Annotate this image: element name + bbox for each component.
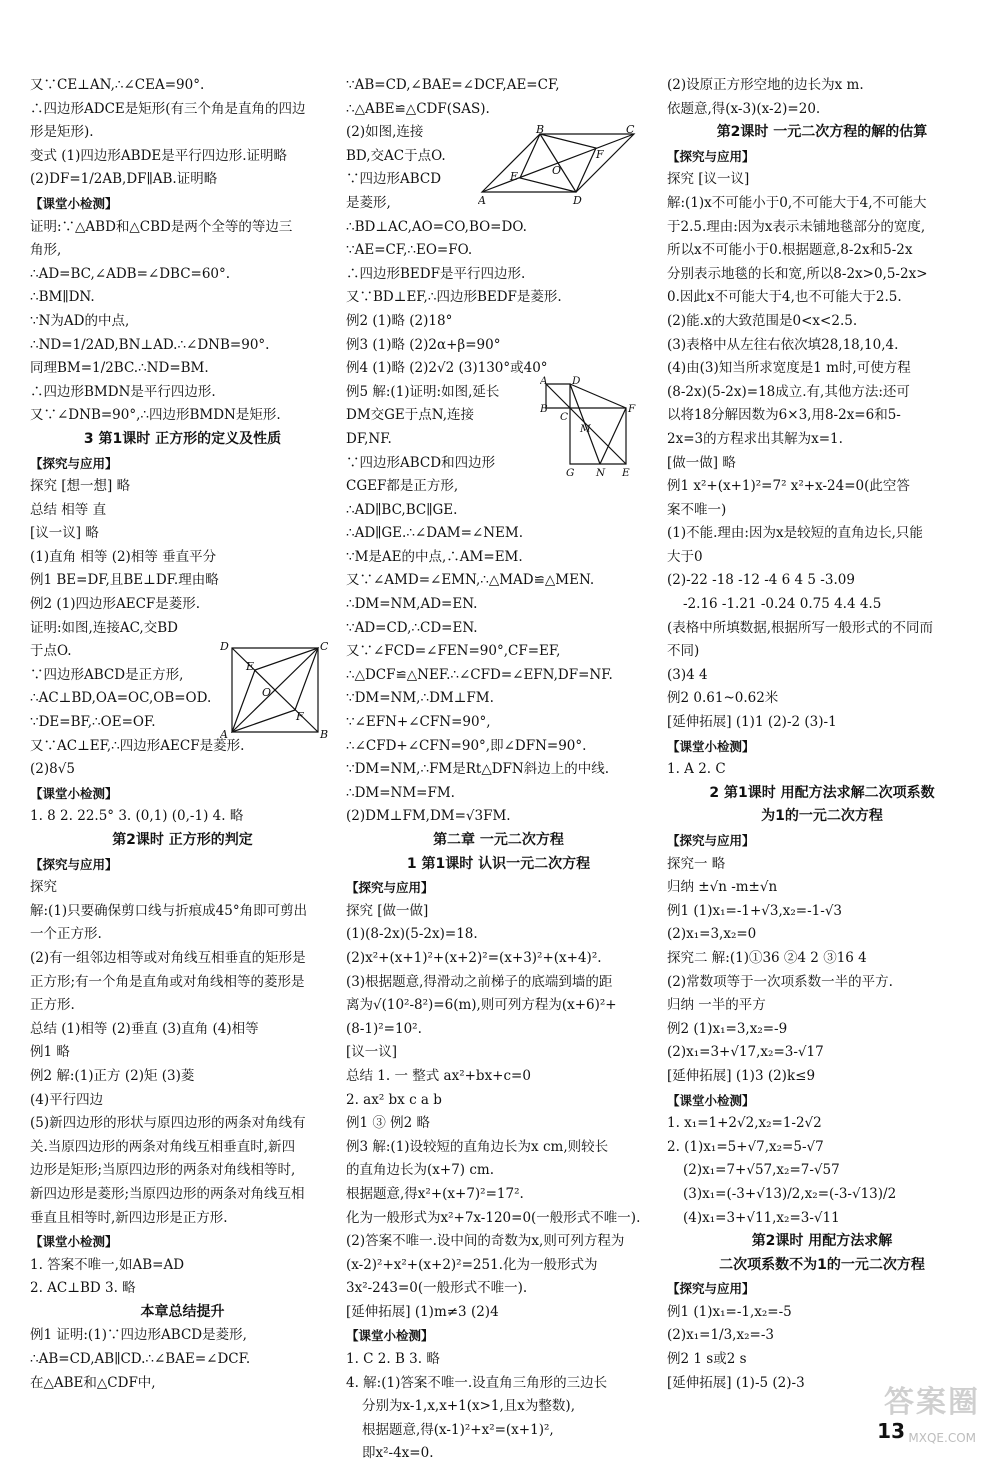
right-col-line: 归纳 一半的平方 (667, 997, 766, 1014)
left-col-heading: 3 第1课时 正方形的定义及性质 (83, 430, 282, 447)
fig3-label-f: F (628, 403, 636, 415)
middle-col-heading: 第二章 一元二次方程 (433, 832, 564, 848)
left-col-line: 垂直且相等时,新四边形是正方形. (30, 1209, 228, 1226)
left-col-section-label: 【探究与应用】 (30, 455, 118, 471)
left-col-line: 于点O. (30, 643, 72, 660)
right-col-line: 于2.5.理由:因为x表示未铺地毯部分的宽度, (667, 218, 926, 235)
left-col-line: 在△ABE和△CDF中, (30, 1374, 156, 1391)
right-col-section-label: 【探究与应用】 (667, 1281, 755, 1297)
right-col-line: 依题意,得(x-3)(x-2)=20. (667, 100, 821, 117)
right-col-heading: 第2课时 用配方法求解 (751, 1233, 893, 1250)
right-col-section-label: 【探究与应用】 (667, 148, 755, 164)
fig2-label-f: F (596, 148, 604, 161)
middle-col-line: 4. 解:(1)答案不唯一.设直角三角形的三边长 (346, 1374, 608, 1391)
fig2-label-d: D (573, 194, 582, 206)
middle-col-line: ∵四边形ABCD和四边形 (346, 454, 496, 471)
middle-col-line: ∴∠CFD+∠CFN=90°,即∠DFN=90°. (346, 737, 587, 754)
left-col-line: 例1 略 (30, 1044, 70, 1061)
fig2-label-e: E (510, 170, 519, 183)
left-col-line: 证明:∵△ABD和△CBD是两个全等的等边三 (30, 218, 293, 235)
middle-col-line: [议一议] (346, 1044, 398, 1061)
fig1-label-f: F (296, 710, 304, 723)
middle-col-line: ∴DM=NM,AD=EN. (346, 596, 478, 613)
left-col-line: 正方形;有一个角是直角或对角线相等的菱形是 (30, 973, 305, 990)
middle-col-line: (8-1)²=10². (346, 1020, 422, 1037)
middle-col-line: ∴DM=NM=FM. (346, 784, 455, 801)
fig1-label-b: B (320, 728, 328, 740)
left-col-line: ∴ND=1/2AD,BN⊥AD.∴∠DNB=90°. (30, 336, 270, 353)
left-col-line: ∵DE=BF,∴OE=OF. (30, 714, 156, 731)
left-col-line: ∴四边形ADCE是矩形(有三个角是直角的四边 (30, 100, 306, 117)
middle-col-line: ∵M是AE的中点,∴AM=EM. (346, 548, 523, 565)
middle-col-line: 根据题意,得x²+(x+7)²=17². (346, 1185, 524, 1202)
middle-col-heading: 1 第1课时 认识一元二次方程 (406, 855, 591, 872)
middle-col-line: DF,NF. (346, 430, 392, 447)
square-figure (220, 640, 328, 740)
right-col-line: (1)不能.理由:因为x是较短的直角边长,只能 (667, 525, 923, 542)
middle-col-line: ∵DM=NM,∴FM是Rt△DFN斜边上的中线. (346, 761, 610, 778)
left-col-section-label: 【课堂小检测】 (30, 1234, 118, 1250)
watermark-url: MXQE.COM (908, 1431, 976, 1445)
right-col-line: (2)常数项等于一次项系数一半的平方. (667, 973, 893, 990)
fig3-label-e: E (622, 467, 630, 478)
middle-col-line: ∴AD∥GE.∴∠DAM=∠NEM. (346, 525, 524, 542)
right-col-line: 0.因此x不可能大于4,也不可能大于2.5. (667, 289, 902, 306)
middle-col-line: 例5 解:(1)证明:如图,延长 (346, 383, 500, 400)
left-col-line: (2)DF=1/2AB,DF∥AB.证明略 (30, 171, 218, 188)
left-col-line: 变式 (1)四边形ABDE是平行四边形.证明略 (30, 147, 288, 164)
middle-col-line: 又∵∠AMD=∠EMN,∴△MAD≌△MEN. (346, 572, 595, 589)
left-col-line: 又∵∠DNB=90°,∴四边形BMDN是矩形. (30, 407, 281, 424)
watermark-logo: 答案圈 (884, 1385, 980, 1420)
right-col-line: 例2 0.61~0.62米 (667, 690, 779, 707)
right-col-line: [延伸拓展] (1)3 (2)k≤9 (667, 1067, 816, 1084)
middle-col-line: 又∵∠FCD=∠FEN=90°,CF=EF, (346, 643, 561, 660)
left-col-line: 解:(1)只要确保剪口线与折痕成45°角即可剪出 (30, 902, 308, 919)
middle-col-line: 分别为x-1,x,x+1(x>1,且x为整数), (362, 1398, 575, 1415)
fig1-label-d: D (220, 640, 229, 653)
right-col-line: (2)能.x的大致范围是0<x<2.5. (667, 312, 858, 329)
right-col-line: 分别表示地毯的长和宽,所以8-2x>0,5-2x> (667, 265, 928, 282)
middle-col-line: (2)x²+(x+1)²+(x+2)²=(x+3)²+(x+4)². (346, 949, 602, 966)
right-col-line: 以将18分解因数为6×3,用8-2x=6和5- (667, 407, 901, 424)
middle-col-line: (2)如图,连接 (346, 124, 424, 141)
right-col-heading: 2 第1课时 用配方法求解二次项系数 (709, 784, 935, 801)
right-col-line: 例2 (1)x₁=3,x₂=-9 (667, 1020, 788, 1037)
right-col-line: [延伸拓展] (1)-5 (2)-3 (667, 1374, 805, 1391)
middle-col-line: 2. ax² bx c a b (346, 1091, 442, 1108)
right-col-line: 案不唯一) (667, 501, 727, 518)
fig3-label-d: D (572, 376, 581, 387)
middle-col-line: 即x²-4x=0. (362, 1445, 434, 1462)
right-col-section-label: 【课堂小检测】 (667, 1092, 755, 1108)
fig3-label-m: M (580, 423, 591, 435)
middle-col-line: 例4 (1)略 (2)2√2 (3)130°或40° (346, 360, 548, 377)
middle-col-line: ∵∠EFN+∠CFN=90°, (346, 714, 491, 731)
left-col-line: 2. AC⊥BD 3. 略 (30, 1280, 136, 1297)
middle-col-line: ∵四边形ABCD (346, 171, 442, 188)
left-col-section-label: 【探究与应用】 (30, 856, 118, 872)
right-col-heading: 为1的一元二次方程 (761, 808, 883, 825)
fig1-label-c: C (320, 640, 328, 653)
left-col-line: 例1 BE=DF,且BE⊥DF.理由略 (30, 572, 219, 589)
left-col-line: 新四边形是菱形;当原四边形的两条对角线互相 (30, 1185, 305, 1202)
fig3-label-n: N (596, 467, 606, 478)
left-col-line: ∵四边形ABCD是正方形, (30, 666, 184, 683)
right-col-section-label: 【课堂小检测】 (667, 738, 755, 754)
right-col-heading: 第2课时 一元二次方程的解的估算 (716, 124, 928, 141)
right-col-line: 2. (1)x₁=5+√7,x₂=5-√7 (667, 1138, 824, 1155)
left-col-line: ∴AB=CD,AB∥CD.∴∠BAE=∠DCF. (30, 1351, 251, 1368)
left-col-heading: 本章总结提升 (140, 1303, 225, 1320)
rhombus-figure (478, 124, 638, 206)
left-col-heading: 第2课时 正方形的判定 (112, 832, 253, 848)
right-col-line: (4)由(3)知当所求宽度是1 m时,可使方程 (667, 360, 911, 377)
fig3-label-a: A (540, 376, 548, 387)
left-col-section-label: 【课堂小检测】 (30, 195, 118, 211)
fig3-label-c: C (560, 411, 569, 423)
right-col-line: -2.16 -1.21 -0.24 0.75 4.4 4.5 (683, 596, 882, 613)
right-col-line: 例1 x²+(x+1)²=7² x²+x-24=0(此空答 (667, 478, 910, 495)
middle-col-line: 例2 (1)略 (2)18° (346, 312, 453, 329)
left-col-line: ∴四边形BMDN是平行四边形. (30, 383, 216, 400)
middle-col-line: ∴△ABE≌△CDF(SAS). (346, 100, 490, 117)
left-col-line: 总结 (1)相等 (2)垂直 (3)直角 (4)相等 (30, 1020, 259, 1037)
middle-col-line: (x-2)²+x²+(x+2)²=251.化为一般形式为 (346, 1256, 598, 1273)
right-col-line: 例1 (1)x₁=-1+√3,x₂=-1-√3 (667, 902, 843, 919)
middle-col-line: (2)答案不唯一.设中间的奇数为x,则可列方程为 (346, 1233, 625, 1250)
middle-col-line: BD,交AC于点O. (346, 147, 446, 164)
right-col-line: 例1 (1)x₁=-1,x₂=-5 (667, 1303, 792, 1320)
middle-col-line: 1. C 2. B 3. 略 (346, 1351, 440, 1368)
right-col-section-label: 【探究与应用】 (667, 833, 755, 848)
left-col-line: 探究 (30, 879, 57, 896)
right-col-line: (3)表格中从左往右依次填28,18,10,4. (667, 336, 899, 353)
right-col-line: [延伸拓展] (1)1 (2)-2 (3)-1 (667, 714, 837, 731)
column-middle (346, 74, 651, 1466)
left-col-line: 1. 答案不唯一,如AB=AD (30, 1256, 185, 1273)
fig2-label-a: A (478, 194, 486, 206)
middle-col-line: 又∵BD⊥EF,∴四边形BEDF是菱形. (346, 289, 562, 306)
left-col-line: ∴AD=BC,∠ADB=∠DBC=60°. (30, 265, 231, 282)
middle-col-line: CGEF都是正方形, (346, 478, 459, 495)
left-col-line: 同理BM=1/2BC.∴ND=BM. (30, 360, 209, 377)
right-col-heading: 二次项系数不为1的一元二次方程 (719, 1256, 925, 1273)
left-col-line: 形是矩形). (30, 124, 94, 141)
left-col-line: [议一议] 略 (30, 525, 99, 542)
middle-col-line: 总结 1. 一 整式 ax²+bx+c=0 (346, 1067, 531, 1084)
middle-col-line: 化为一般形式为x²+7x-120=0(一般形式不唯一). (346, 1209, 641, 1226)
right-col-line: 1. x₁=1+2√2,x₂=1-2√2 (667, 1115, 822, 1132)
right-col-line: [做一做] 略 (667, 454, 736, 471)
middle-col-section-label: 【课堂小检测】 (346, 1328, 434, 1344)
middle-col-line: 离为√(10²-8²)=6(m),则可列方程为(x+6)²+ (346, 997, 617, 1014)
middle-col-line: ∴四边形BEDF是平行四边形. (346, 265, 526, 282)
right-col-line: 大于0 (667, 548, 703, 565)
left-col-line: 一个正方形. (30, 926, 102, 943)
left-col-line: 1. 8 2. 22.5° 3. (0,1) (0,-1) 4. 略 (30, 808, 244, 825)
right-col-line: 归纳 ±√n -m±√n (667, 879, 778, 896)
middle-col-line: ∵AE=CF,∴EO=FO. (346, 242, 473, 259)
middle-col-line: 例3 (1)略 (2)2α+β=90° (346, 336, 501, 353)
fig1-label-o: O (262, 686, 272, 699)
middle-col-line: [延伸拓展] (1)m≠3 (2)4 (346, 1303, 499, 1320)
right-col-line: 1. A 2. C (667, 761, 726, 778)
middle-col-line: (2)DM⊥FM,DM=√3FM. (346, 808, 511, 825)
left-col-line: (5)新四边形的形状与原四边形的两条对角线有 (30, 1115, 306, 1132)
right-col-line: (3)4 4 (667, 666, 708, 683)
middle-col-line: 例1 ③ 例2 略 (346, 1115, 431, 1132)
left-col-line: (4)平行四边 (30, 1091, 104, 1108)
middle-col-line: 的直角边长为(x+7) cm. (346, 1162, 494, 1179)
right-col-line: 探究一 略 (667, 855, 726, 872)
middle-col-line: 探究 [做一做] (346, 902, 429, 919)
right-col-line: 所以x不可能小于0.根据题意,8-2x和5-2x (667, 242, 913, 259)
left-col-line: ∴AC⊥BD,OA=OC,OB=OD. (30, 690, 212, 707)
right-col-line: (3)x₁=(-3+√13)/2,x₂=(-3-√13)/2 (683, 1185, 897, 1202)
right-col-line: 解:(1)x不可能小于0,不可能大于4,不可能大 (667, 194, 927, 211)
middle-col-line: (3)根据题意,得滑动之前梯子的底端到墙的距 (346, 973, 613, 990)
middle-col-line: (1)(8-2x)(5-2x)=18. (346, 926, 478, 943)
middle-col-line: 是菱形, (346, 194, 391, 211)
right-col-line: 不同) (667, 643, 700, 660)
left-col-line: 正方形. (30, 997, 75, 1014)
left-col-line: 又∵CE⊥AN,∴∠CEA=90°. (30, 77, 205, 93)
middle-col-line: ∴BD⊥AC,AO=CO,BO=DO. (346, 218, 527, 235)
left-col-line: 角形, (30, 242, 62, 259)
left-col-line: 例2 (1)四边形AECF是菱形. (30, 596, 201, 613)
right-col-line: (2)设原正方形空地的边长为x m. (667, 77, 864, 93)
right-col-line: 2x=3的方程求出其解为x=1. (667, 430, 843, 447)
left-col-line: ∴BM∥DN. (30, 289, 95, 306)
middle-col-line: ∵AB=CD,∠BAE=∠DCF,AE=CF, (346, 77, 560, 93)
fig2-label-b: B (536, 124, 545, 136)
right-col-line: (2)x₁=7+√57,x₂=7-√57 (683, 1162, 840, 1179)
right-col-line: (8-2x)(5-2x)=18成立.有,其他方法:还可 (667, 383, 910, 400)
right-col-line: (2)-22 -18 -12 -4 6 4 5 -3.09 (667, 572, 855, 589)
right-col-line: (2)x₁=3,x₂=0 (667, 926, 757, 943)
left-col-section-label: 【课堂小检测】 (30, 785, 118, 801)
left-col-line: (2)8√5 (30, 761, 75, 778)
fig3-label-b: B (540, 403, 548, 415)
middle-col-line: 根据题意,得(x-1)²+x²=(x+1)², (362, 1421, 554, 1438)
fig1-label-e: E (246, 660, 255, 673)
right-col-line: (4)x₁=3+√11,x₂=3-√11 (683, 1209, 840, 1226)
two-squares-figure (540, 376, 640, 478)
left-col-line: 例1 证明:(1)∵四边形ABCD是菱形, (30, 1327, 247, 1344)
fig3-label-g: G (566, 467, 575, 478)
middle-col-section-label: 【探究与应用】 (346, 880, 434, 896)
page-number: 13 (877, 1419, 905, 1443)
right-col-line: (2)x₁=1/3,x₂=-3 (667, 1327, 774, 1344)
left-col-line: (1)直角 相等 (2)相等 垂直平分 (30, 548, 217, 565)
right-col-line: 探究二 解:(1)①36 ②4 2 ③16 4 (667, 949, 867, 966)
fig2-label-c: C (626, 124, 635, 136)
right-col-line: 探究 [议一议] (667, 171, 750, 188)
middle-col-line: ∴△DCF≌△NEF.∴∠CFD=∠EFN,DF=NF. (346, 666, 613, 683)
left-col-line: (2)有一组邻边相等或对角线互相垂直的矩形是 (30, 949, 306, 966)
left-col-line: 关.当原四边形的两条对角线互相垂直时,新四 (30, 1138, 296, 1155)
left-col-line: 例2 解:(1)正方 (2)矩 (3)菱 (30, 1067, 195, 1084)
middle-col-line: DM交GE于点N,连接 (346, 407, 475, 424)
middle-col-line: ∵DM=NM,∴DM⊥FM. (346, 690, 494, 707)
right-col-line: (2)x₁=3+√17,x₂=3-√17 (667, 1044, 824, 1061)
left-col-line: 证明:如图,连接AC,交BD (30, 619, 178, 636)
left-col-line: 总结 相等 直 (30, 501, 107, 518)
middle-col-line: ∵AD=CD,∴CD=EN. (346, 619, 478, 636)
left-col-line: 边形是矩形;当原四边形的两条对角线相等时, (30, 1162, 296, 1179)
column-right (667, 74, 977, 1395)
left-col-line: ∵N为AD的中点, (30, 312, 130, 329)
middle-col-line: 3x²-243=0(一般形式不唯一). (346, 1280, 528, 1297)
middle-col-line: ∴AD∥BC,BC∥GE. (346, 501, 458, 518)
fig2-label-o: O (552, 164, 562, 177)
fig1-label-a: A (220, 728, 228, 740)
left-col-line: 探究 [想一想] 略 (30, 478, 131, 495)
left-col-line: 又∵AC⊥EF,∴四边形AECF是菱形. (30, 737, 245, 754)
right-col-line: 例2 1 s或2 s (667, 1351, 747, 1368)
right-col-line: (表格中所填数据,根据所写一般形式的不同而 (667, 619, 934, 636)
middle-col-line: 例3 解:(1)设较短的直角边长为x cm,则较长 (346, 1138, 609, 1155)
